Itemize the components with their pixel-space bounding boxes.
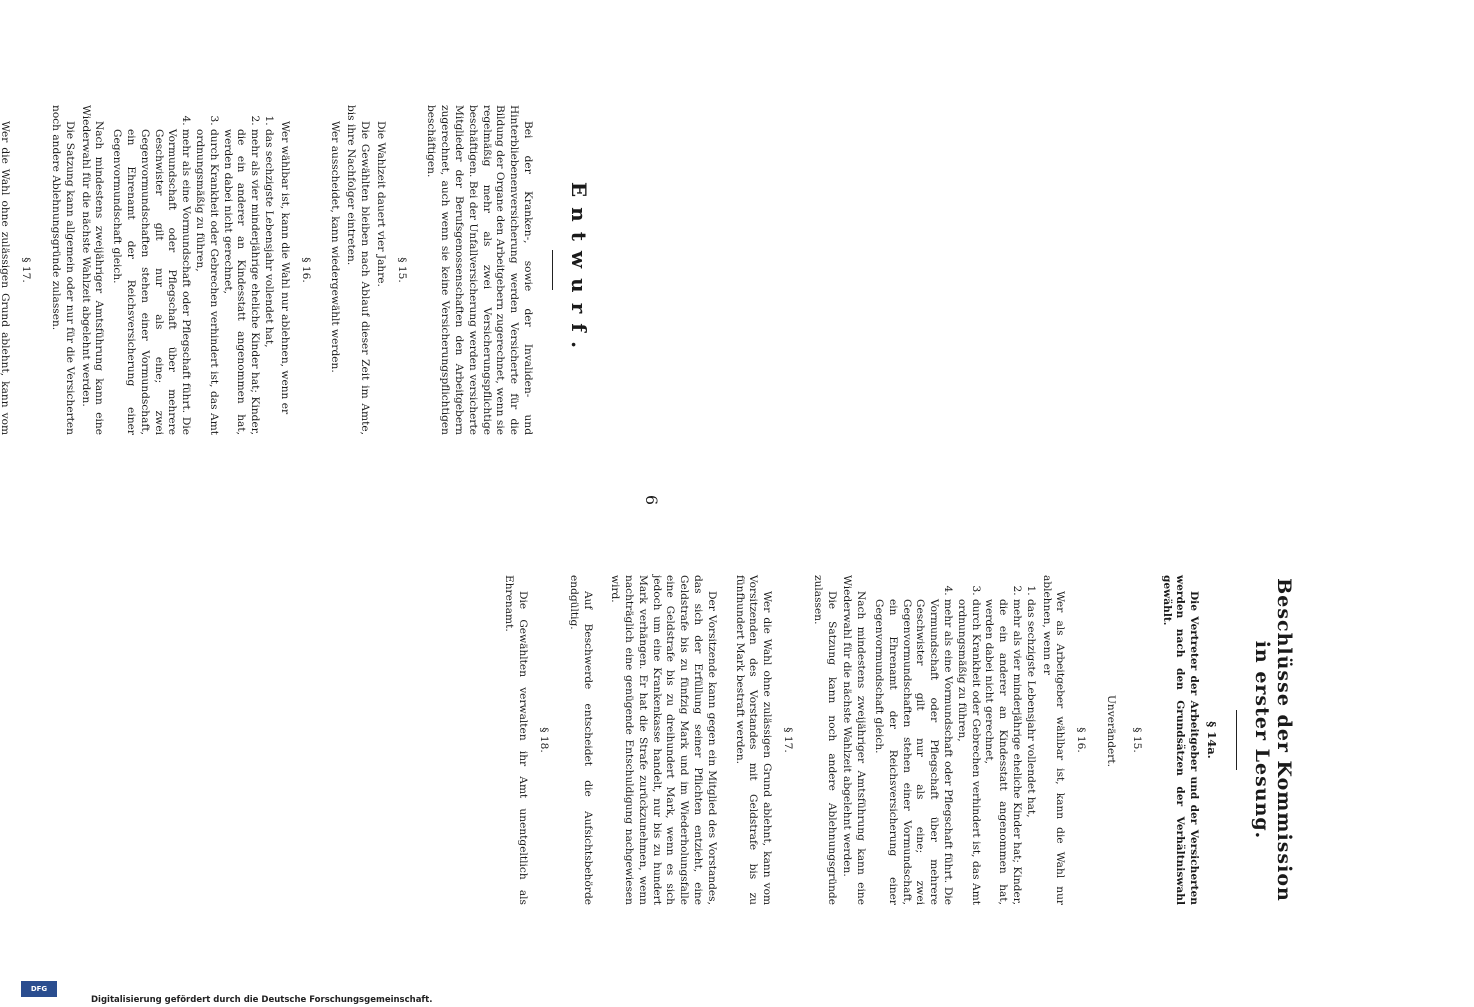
draft-intro: Bei der Kranken-, sowie der Invaliden- und Hinterbliebenenversicherung werden Versicherte für die Bildung der Organe den Arbeitgebern zugerechnet, wenn sie regelmäßig mehr als zwei Versicherungspflichtige beschäftigen. Bei der Unfallversicherung werden versicherte Mitglieder der Berufsgenossenschaften den Arbeitgebern zugerechnet, auch wenn sie keine Versicherungspflichtigen beschäftigen. bbox=[425, 105, 534, 435]
commission-s17-text2: Der Vorsitzende kann gegen ein Mitglied des Vorstandes, das sich der Erfüllung seiner Pflichten entzieht, eine Geldstrafe bis zu fünfzig Mark und im Wiederholungsfalle eine Geldstrafe bis zu dreihundert Mark, wenn es sich jedoch um eine Krankenkasse handelt, nur bis zu hundert Mark verhängen. Er hat die Strafe zurückzunehmen, wenn nachträglich eine genügende Entschuldigung nachgewiesen wird. bbox=[609, 575, 718, 905]
commission-s16-list bbox=[871, 575, 1037, 905]
commission-s18-heading: § 18. bbox=[537, 727, 550, 753]
credit-text: Digitalisierung gefördert durch die Deutsche Forschungsgemeinschaft. bbox=[91, 995, 433, 1005]
draft-heading: Entwurf. bbox=[567, 181, 591, 359]
commission-s16-intro: Wer als Arbeitgeber wählbar ist, kann die Wahl nur ablehnen, wenn er bbox=[1040, 575, 1067, 905]
draft-s15-line1: Die Wahlzeit dauert vier Jahre. bbox=[374, 121, 387, 287]
list-item: 3. durch Krankheit oder Gebrechen verhindert ist, das Amt ordnungsmäßig zu führen, bbox=[954, 599, 982, 905]
list-item: 1. das sechzigste Lebensjahr vollendet hat, bbox=[1023, 599, 1037, 905]
draft-s15-heading: § 15. bbox=[395, 257, 408, 283]
draft-s17-text: Wer die Wahl ohne zulässigen Grund ablehnt, kann vom bbox=[0, 121, 12, 435]
list-item: 4. mehr als eine Vormundschaft oder Pflegschaft führt. Die Vormundschaft oder Pflegschaft über mehrere Geschwister gilt nur als eine; zwei Gegenvormundschaften stehen einer Vormundschaft, ein Ehrenamt der Reichsversicherung einer Gegenvormundschaft gleich. bbox=[871, 599, 954, 905]
commission-s16-heading: § 16. bbox=[1075, 727, 1088, 753]
dfg-logo-text: DFG bbox=[30, 985, 48, 994]
heading-rule bbox=[1236, 710, 1237, 770]
commission-s14a-text: Die Vertreter der Arbeitgeber und der Versicherten werden nach den Grundsätzen der Verhältniswahl gewählt. bbox=[1160, 575, 1201, 905]
draft-s16-list bbox=[109, 105, 275, 435]
commission-s16-after: Nach mindestens zweijähriger Amtsführung kann eine Wiederwahl für die nächste Wahlzeit abgelehnt werden. bbox=[841, 575, 868, 905]
list-item: 2. mehr als vier minderjährige eheliche Kinder hat; Kinder, die ein anderer an Kindesstatt angenommen hat, werden dabei nicht gerechnet, bbox=[982, 599, 1023, 905]
list-item: 2. mehr als vier minderjährige eheliche Kinder hat; Kinder, die ein anderer an Kindesstatt angenommen hat, werden dabei nicht gerechnet, bbox=[220, 129, 261, 435]
heading-rule bbox=[552, 250, 553, 290]
commission-column bbox=[500, 575, 1295, 905]
list-item: 4. mehr als eine Vormundschaft oder Pflegschaft führt. Die Vormundschaft oder Pflegschaft über mehrere Geschwister gilt nur als eine; zwei Gegenvormundschaften stehen einer Vormundschaft, ein Ehrenamt der Reichsversicherung einer Gegenvormundschaft gleich. bbox=[109, 129, 192, 435]
draft-s16-heading: § 16. bbox=[299, 257, 312, 283]
page-number: 6 bbox=[642, 494, 661, 506]
draft-s16-after2: Die Satzung kann allgemein oder nur für die Versicherten noch andere Ablehnungsgründe zulassen. bbox=[50, 105, 76, 435]
draft-s17-heading: § 17. bbox=[20, 257, 33, 283]
commission-s17-heading: § 17. bbox=[782, 727, 795, 753]
commission-s17-text3: Auf Beschwerde entscheidet die Aufsichtsbehörde endgültig. bbox=[567, 575, 594, 905]
draft-s16-intro: Wer wählbar ist, kann die Wahl nur ablehnen, wenn er bbox=[278, 121, 291, 415]
commission-s18-text: Die Gewählten verwalten ihr Amt unentgeltlich als Ehrenamt. bbox=[503, 575, 530, 905]
commission-s16-after2: Die Satzung kann noch andere Ablehnungsgründe zulassen. bbox=[811, 575, 838, 905]
commission-s14a-heading: § 14a. bbox=[1205, 721, 1219, 759]
commission-s17-text: Wer die Wahl ohne zulässigen Grund ablehnt, kann vom Vorsitzenden des Vorstandes mit Geldstrafe bis zu fünfhundert Mark bestraft werden. bbox=[733, 575, 774, 905]
draft-s16-after: Nach mindestens zweijähriger Amtsführung kann eine Wiederwahl für die nächste Wahlzeit abgelehnt werden. bbox=[79, 105, 106, 435]
list-item: 1. das sechzigste Lebensjahr vollendet hat, bbox=[261, 129, 275, 435]
draft-column bbox=[0, 105, 591, 435]
commission-s15-heading: § 15. bbox=[1130, 727, 1143, 753]
draft-s15-line2: Die Gewählten bleiben nach Ablauf dieser Zeit im Amte, bis ihre Nachfolger eintreten. bbox=[345, 105, 372, 435]
commission-heading: Beschlüsse der Kommission in erster Lesung. bbox=[1251, 578, 1295, 902]
commission-s15-text: Unverändert. bbox=[1105, 695, 1118, 767]
list-item: 3. durch Krankheit oder Gebrechen verhindert ist, das Amt ordnungsmäßig zu führen, bbox=[192, 129, 220, 435]
dfg-logo-icon bbox=[21, 981, 57, 997]
draft-s15-line3: Wer ausscheidet, kann wiedergewählt werden. bbox=[329, 121, 342, 373]
digitization-credit bbox=[0, 985, 1383, 1005]
